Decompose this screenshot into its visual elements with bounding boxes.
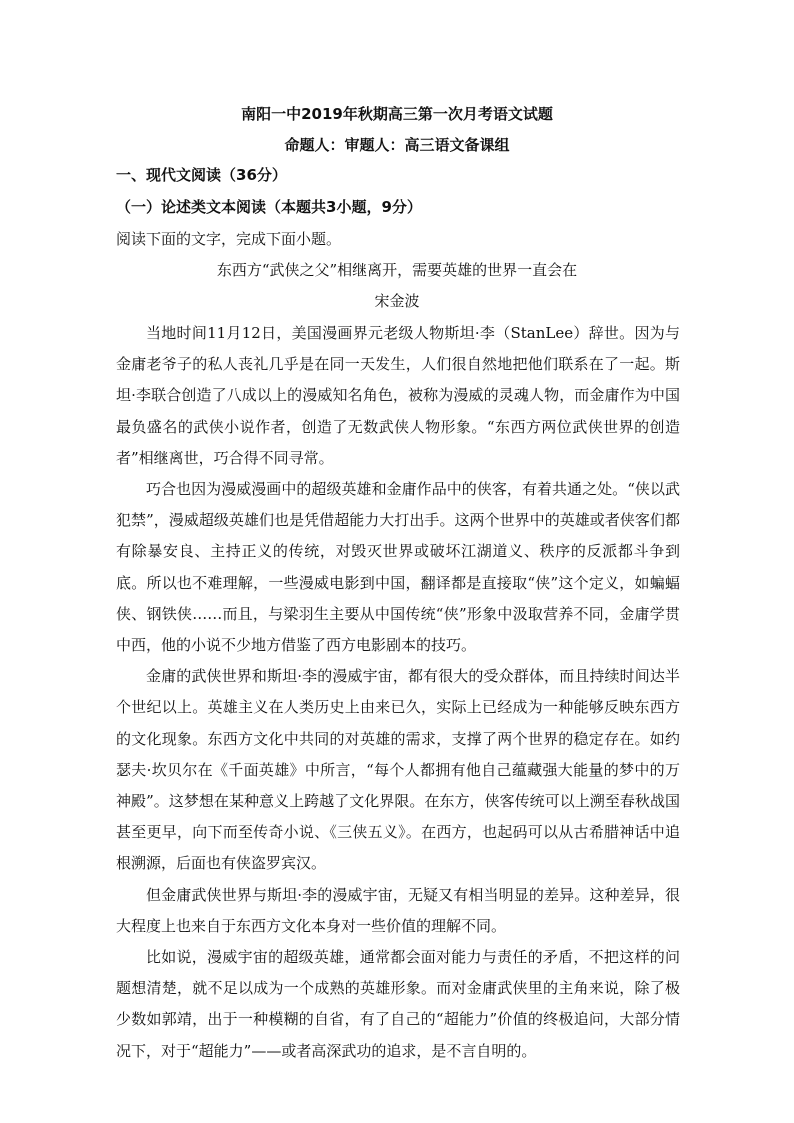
exam-authors: 命题人：审题人：高三语文备课组 xyxy=(284,136,510,154)
article-paragraph: 比如说，漫威宇宙的超级英雄，通常都会面对能力与责任的矛盾，不把这样的问题想清楚，就不足以成为一个成熟的英雄形象。而对金庸武侠里的主角来说，除了极少数如郭靖，出于一种模糊的自省，有了自己的“超能力”价值的终极追问，大部分情况下，对于“超能力”——或者高深武功的追求，是不言自明的。 xyxy=(116,948,680,1060)
article-paragraph: 巧合也因为漫威漫画中的超级英雄和金庸作品中的侠客，有着共通之处。“侠以武犯禁”，漫威超级英雄们也是凭借超能力大打出手。这两个世界中的英雄或者侠客们都有除暴安良、主持正义的传统，对毁灭世界或破坏江湖道义、秩序的反派都斗争到底。所以也不难理解，一些漫威电影到中国，翻译都是直接取“侠”这个定义，如蝙蝠侠、钢铁侠……而且，与梁羽生主要从中国传统“侠”形象中汲取营养不同，金庸学贯中西，他的小说不少地方借鉴了西方电影剧本的技巧。 xyxy=(116,480,680,655)
article-paragraph: 当地时间11月12日，美国漫画界元老级人物斯坦·李（StanLee）辞世。因为与金庸老爷子的私人丧礼几乎是在同一天发生，人们很自然地把他们联系在了一起。斯坦·李联合创造了八成以上的漫威知名角色，被称为漫威的灵魂人物，而金庸作为中国最负盛名的武侠小说作者，创造了无数武侠人物形象。“东西方两位武侠世界的创造者”相继离世，巧合得不同寻常。 xyxy=(116,324,680,467)
article-paragraph: 但金庸武侠世界与斯坦·李的漫威宇宙，无疑又有相当明显的差异。这种差异，很大程度上也来自于东西方文化本身对一些价值的理解不同。 xyxy=(116,885,680,935)
section-subheading: （一）论述类文本阅读（本题共3小题，9分） xyxy=(116,198,422,216)
article-title: 东西方“武侠之父”相继离开，需要英雄的世界一直会在 xyxy=(216,261,578,279)
exam-title: 南阳一中2019年秋期高三第一次月考语文试题 xyxy=(241,105,553,123)
article-author: 宋金波 xyxy=(374,292,420,310)
article-body xyxy=(116,318,680,1067)
section-heading: 一、现代文阅读（36分） xyxy=(116,166,287,184)
article-paragraph: 金庸的武侠世界和斯坦·李的漫威宇宙，都有很大的受众群体，而且持续时间达半个世纪以上。英雄主义在人类历史上由来已久，实际上已经成为一种能够反映东西方的文化现象。东西方文化中共同的对英雄的需求，支撑了两个世界的稳定存在。如约瑟夫·坎贝尔在《千面英雄》中所言，“每个人都拥有他自己蕴藏强大能量的梦中的万神殿”。这梦想在某种意义上跨越了文化界限。在东方，侠客传统可以上溯至春秋战国甚至更早，向下而至传奇小说、《三侠五义》。在西方，也起码可以从古希腊神话中追根溯源，后面也有侠盗罗宾汉。 xyxy=(116,667,680,873)
reading-instruction: 阅读下面的文字，完成下面小题。 xyxy=(116,230,342,248)
